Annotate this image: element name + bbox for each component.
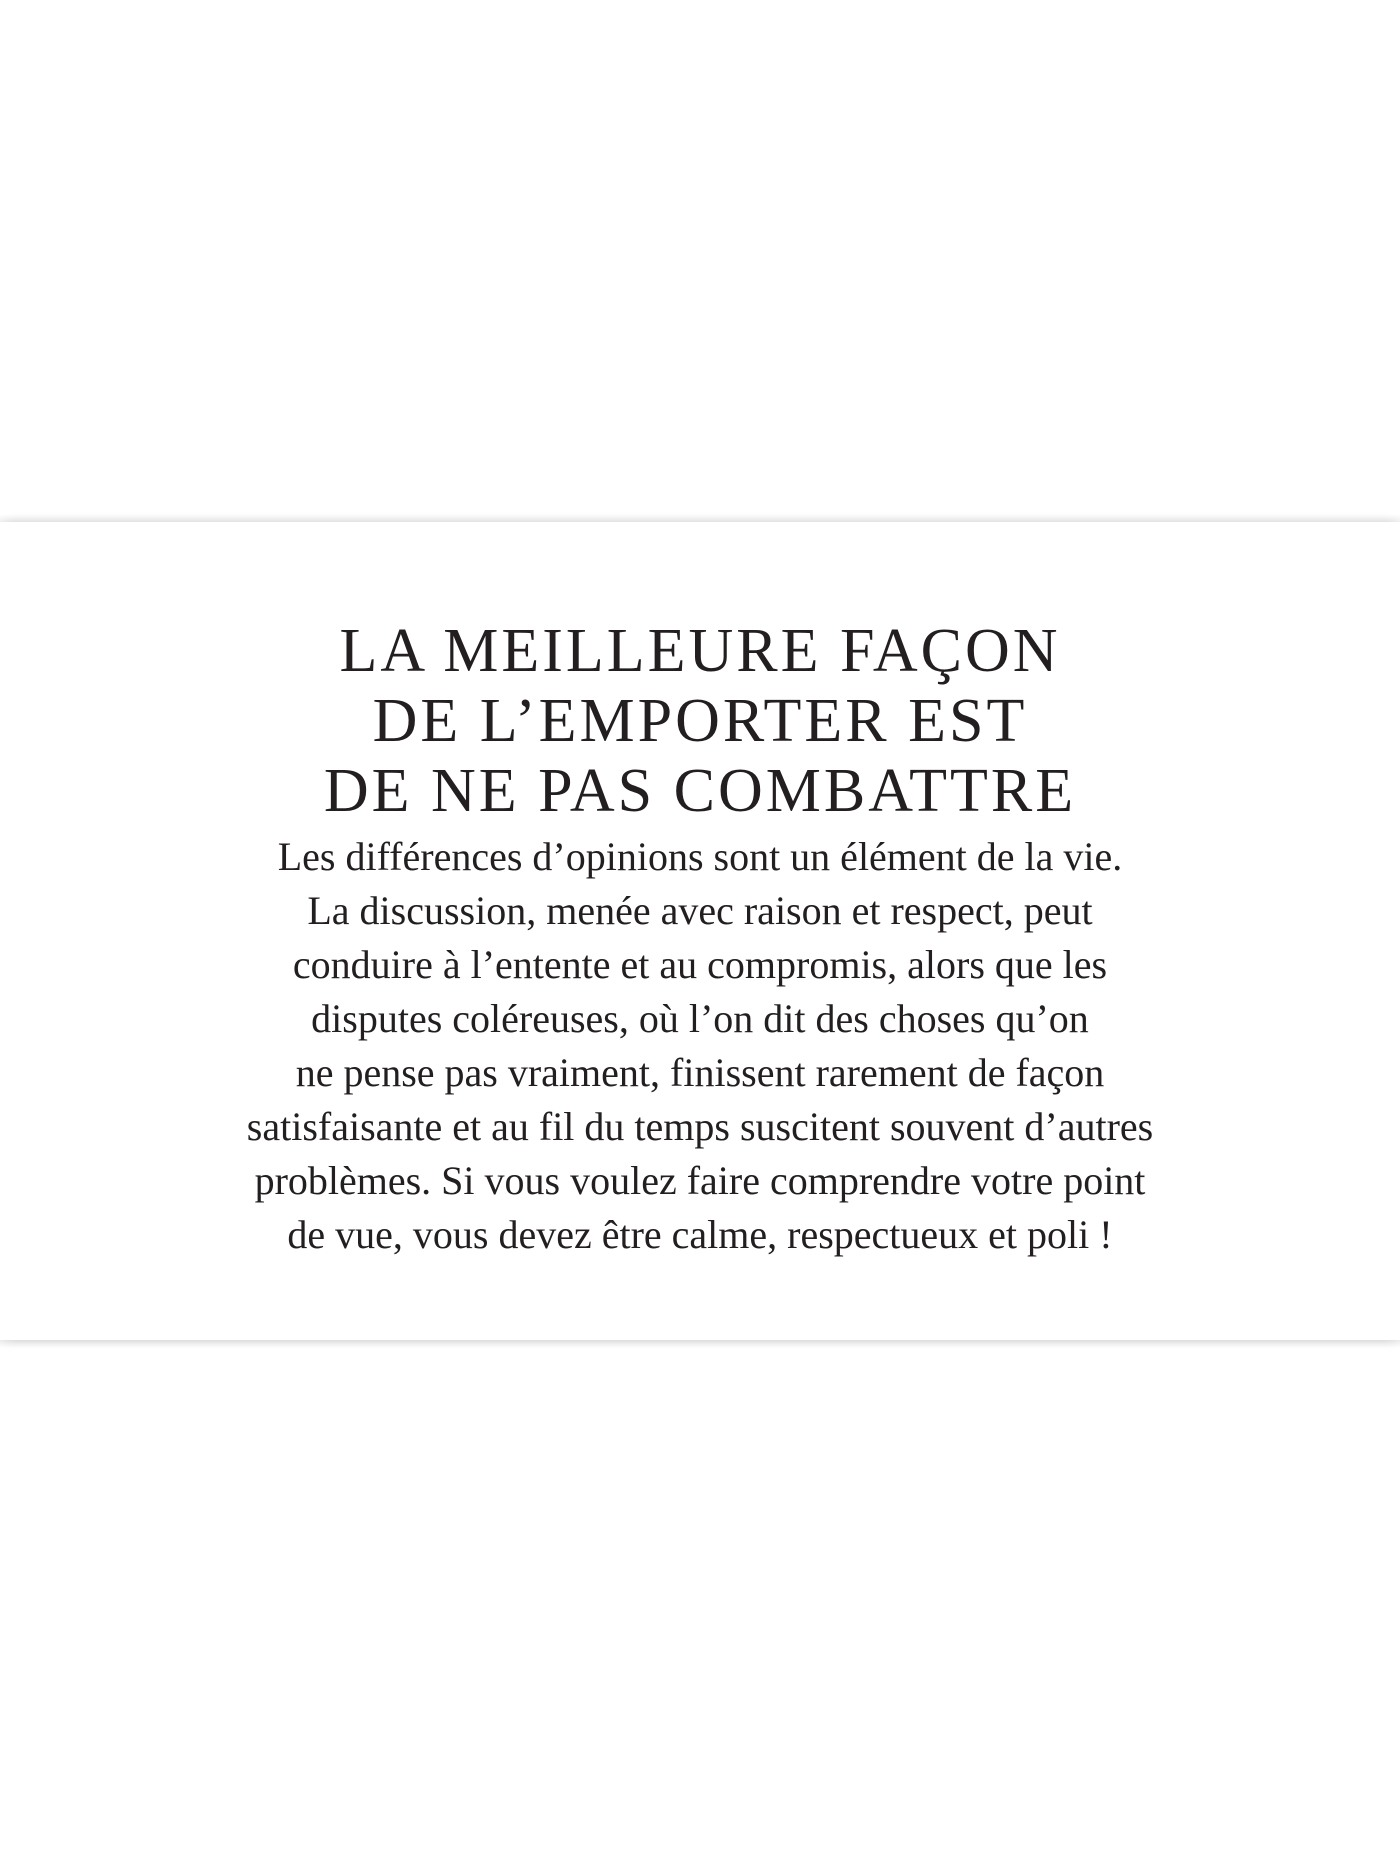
card-body-text (0, 826, 1400, 1262)
card-title (0, 616, 1400, 826)
quote-card (0, 522, 1400, 1340)
card-content (0, 616, 1400, 1262)
body-line: La discussion, menée avec raison et respect, peut (307, 888, 1093, 933)
body-line: ne pense pas vraiment, finissent rarement de façon (295, 1050, 1105, 1095)
body-line: Les différences d’opinions sont un élément de la vie. (277, 834, 1123, 879)
body-line: conduire à l’entente et au compromis, alors que les (292, 942, 1108, 987)
title-line: LA MEILLEURE FAÇON (339, 617, 1061, 685)
title-line: DE L’EMPORTER EST (372, 687, 1028, 755)
body-line: satisfaisante et au fil du temps suscitent souvent d’autres (246, 1104, 1154, 1149)
body-line: problèmes. Si vous voulez faire comprendre votre point (254, 1158, 1146, 1203)
body-line: de vue, vous devez être calme, respectueux et poli ! (287, 1212, 1113, 1257)
body-line: disputes coléreuses, où l’on dit des choses qu’on (311, 996, 1089, 1041)
title-line: DE NE PAS COMBATTRE (323, 757, 1077, 825)
